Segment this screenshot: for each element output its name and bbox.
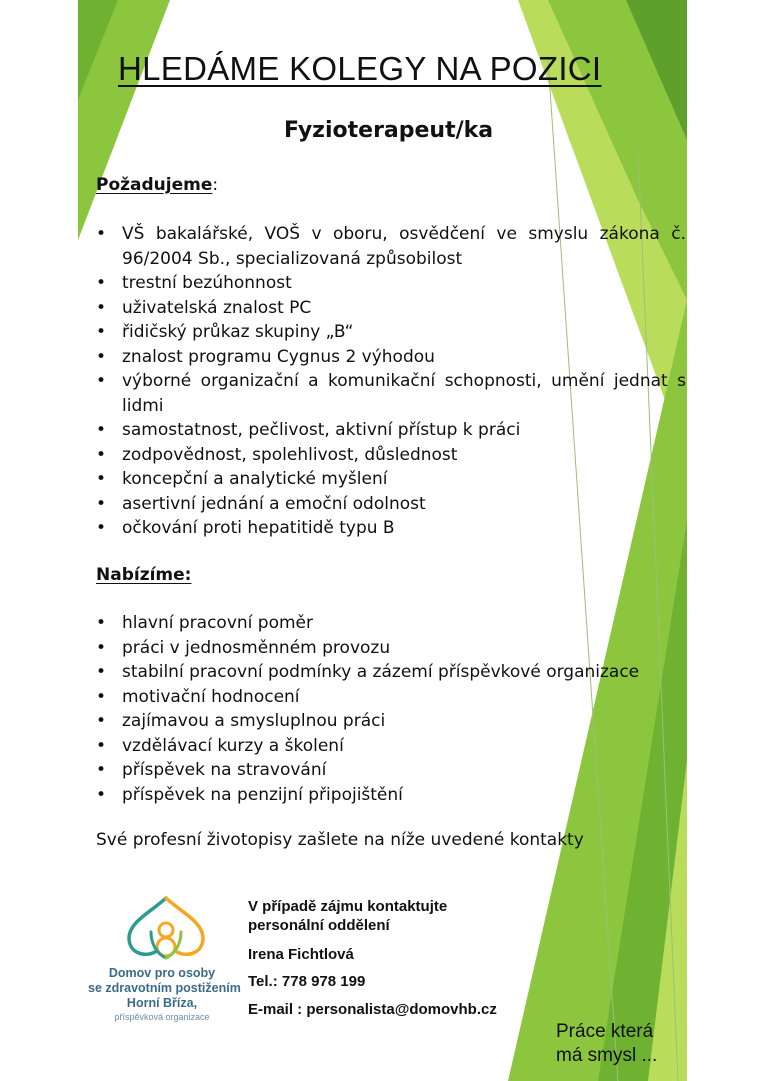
list-item: • práci v jednosměnném provozu (96, 636, 686, 661)
requirements-heading-text: Požadujeme (96, 175, 213, 195)
cv-note: Své profesní životopisy zašlete na níže uvedené kontakty (96, 830, 584, 850)
list-item: • znalost programu Cygnus 2 výhodou (96, 345, 686, 370)
list-item: • vzdělávací kurzy a školení (96, 734, 686, 759)
list-item: • zodpovědnost, spolehlivost, důslednost (96, 443, 686, 468)
list-item: • samostatnost, pečlivost, aktivní přístup k práci (96, 418, 686, 443)
list-item: • asertivní jednání a emoční odolnost (96, 492, 686, 517)
contact-name: Irena Fichtlová (248, 946, 354, 963)
contact-intro: V případě zájmu kontaktujte (248, 898, 448, 915)
organization-name-line: Domov pro osoby (108, 966, 216, 980)
contact-email: E-mail : personalista@domovhb.cz (248, 1001, 497, 1018)
position-title: Fyzioterapeut/ka (284, 118, 494, 143)
list-item: • hlavní pracovní poměr (96, 611, 686, 636)
list-item: • VŠ bakalářské, VOŠ v oboru, osvědčení ve smyslu zákona č. 96/2004 Sb., specializovaná způsobilost (96, 222, 686, 271)
list-item: • zajímavou a smysluplnou práci (96, 709, 686, 734)
slogan: má smysl ... (556, 1045, 658, 1066)
list-item: • výborné organizační a komunikační schopnosti, umění jednat s lidmi (96, 369, 686, 418)
list-item: • řidičský průkaz skupiny „B“ (96, 320, 686, 345)
list-item: • trestní bezúhonnost (96, 271, 686, 296)
list-item: • příspěvek na penzijní připojištění (96, 783, 686, 808)
slogan: Práce která (556, 1021, 654, 1042)
list-item: • koncepční a analytické myšlení (96, 467, 686, 492)
list-item: • uživatelská znalost PC (96, 296, 686, 321)
job-poster (78, 0, 687, 1081)
poster-title: HLEDÁME KOLEGY NA POZICI (118, 50, 602, 87)
list-item: • příspěvek na stravování (96, 758, 686, 783)
requirements-heading (96, 175, 218, 195)
offer-heading (96, 565, 191, 585)
organization-logo-icon (121, 892, 211, 964)
contact-phone: Tel.: 778 978 199 (248, 973, 366, 990)
list-item: • stabilní pracovní podmínky a zázemí příspěvkové organizace (96, 660, 686, 685)
list-item: • očkování proti hepatitidě typu B (96, 516, 686, 541)
requirements-heading-colon: : (212, 175, 219, 195)
organization-type: příspěvková organizace (114, 1012, 210, 1022)
organization-name-line: Horní Bříza, (126, 996, 198, 1010)
list-item: • motivační hodnocení (96, 685, 686, 710)
organization-name-line: se zdravotním postižením (88, 981, 241, 995)
contact-intro: personální oddělení (248, 917, 390, 934)
offer-list (96, 611, 686, 807)
requirements-list (96, 222, 686, 541)
offer-heading-text: Nabízíme: (96, 565, 192, 585)
